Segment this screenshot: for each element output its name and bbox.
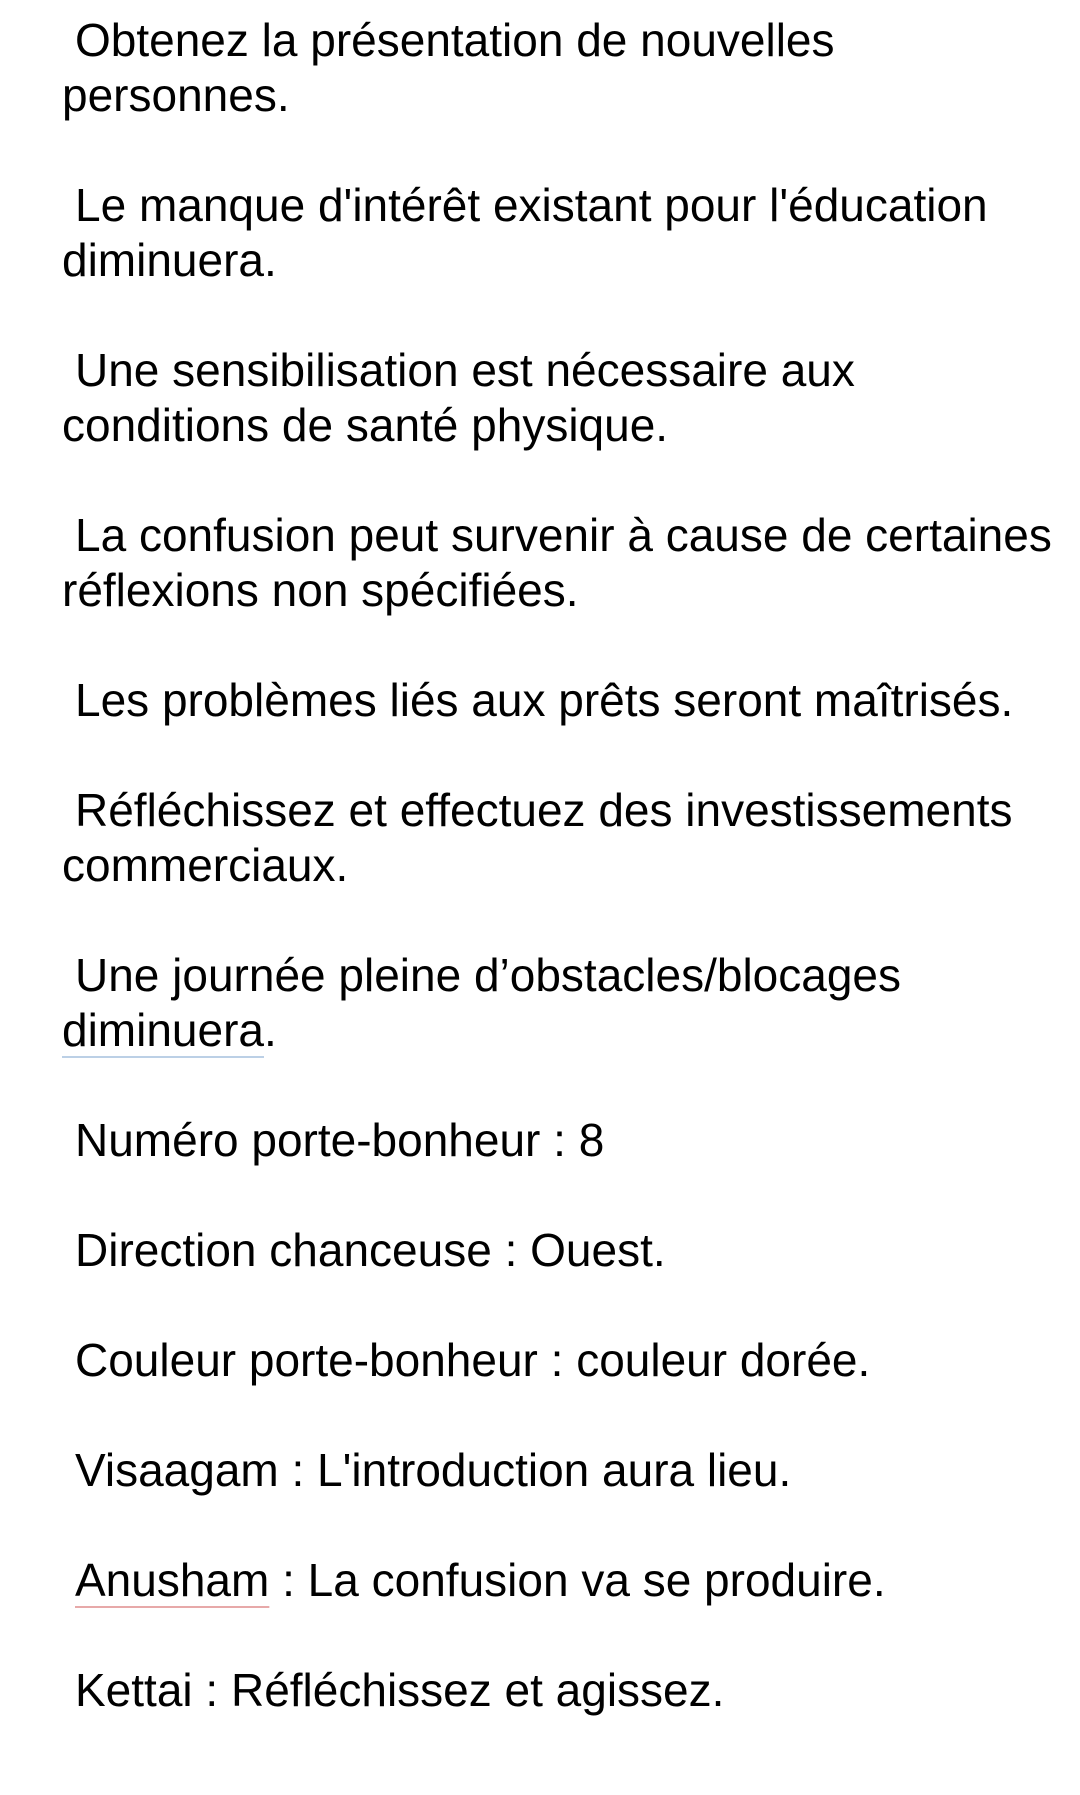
anusham-text: : La confusion va se produire. <box>269 1554 886 1606</box>
spacer <box>62 1608 1062 1663</box>
paragraph-new-people: Obtenez la présentation de nouvelles personnes. <box>62 14 835 121</box>
spacer <box>62 123 1062 178</box>
paragraph-health: Une sensibilisation est nécessaire aux conditions de santé physique. <box>62 344 855 451</box>
spacer <box>62 728 1062 783</box>
spacer <box>62 1388 1062 1443</box>
spacer <box>62 1168 1062 1223</box>
paragraph-investments: Réfléchissez et effectuez des investissements commerciaux. <box>62 784 1013 891</box>
obstacles-underlined-word: diminuera <box>62 1004 264 1056</box>
paragraph-obstacles <box>62 948 1062 1058</box>
paragraph-confusion: La confusion peut survenir à cause de certaines réflexions non spécifiées. <box>62 509 1052 616</box>
spacer <box>62 893 1062 948</box>
star-visaagam: Visaagam : L'introduction aura lieu. <box>75 1444 792 1496</box>
spacer <box>62 288 1062 343</box>
obstacles-period: . <box>264 1004 277 1056</box>
lucky-direction: Direction chanceuse : Ouest. <box>75 1224 666 1276</box>
spacer <box>62 453 1062 508</box>
lucky-number: Numéro porte-bonheur : 8 <box>75 1114 605 1166</box>
horoscope-document <box>62 13 1062 1718</box>
spacer <box>62 1498 1062 1553</box>
spacer <box>62 618 1062 673</box>
paragraph-education: Le manque d'intérêt existant pour l'éducation diminuera. <box>62 179 988 286</box>
star-kettai: Kettai : Réfléchissez et agissez. <box>75 1664 725 1716</box>
lucky-color: Couleur porte-bonheur : couleur dorée. <box>75 1334 871 1386</box>
anusham-name: Anusham <box>75 1554 270 1606</box>
star-anusham <box>62 1553 1062 1608</box>
paragraph-loans: Les problèmes liés aux prêts seront maîtrisés. <box>75 674 1014 726</box>
obstacles-text: Une journée pleine d’obstacles/blocages <box>75 949 902 1001</box>
spacer <box>62 1058 1062 1113</box>
spacer <box>62 1278 1062 1333</box>
